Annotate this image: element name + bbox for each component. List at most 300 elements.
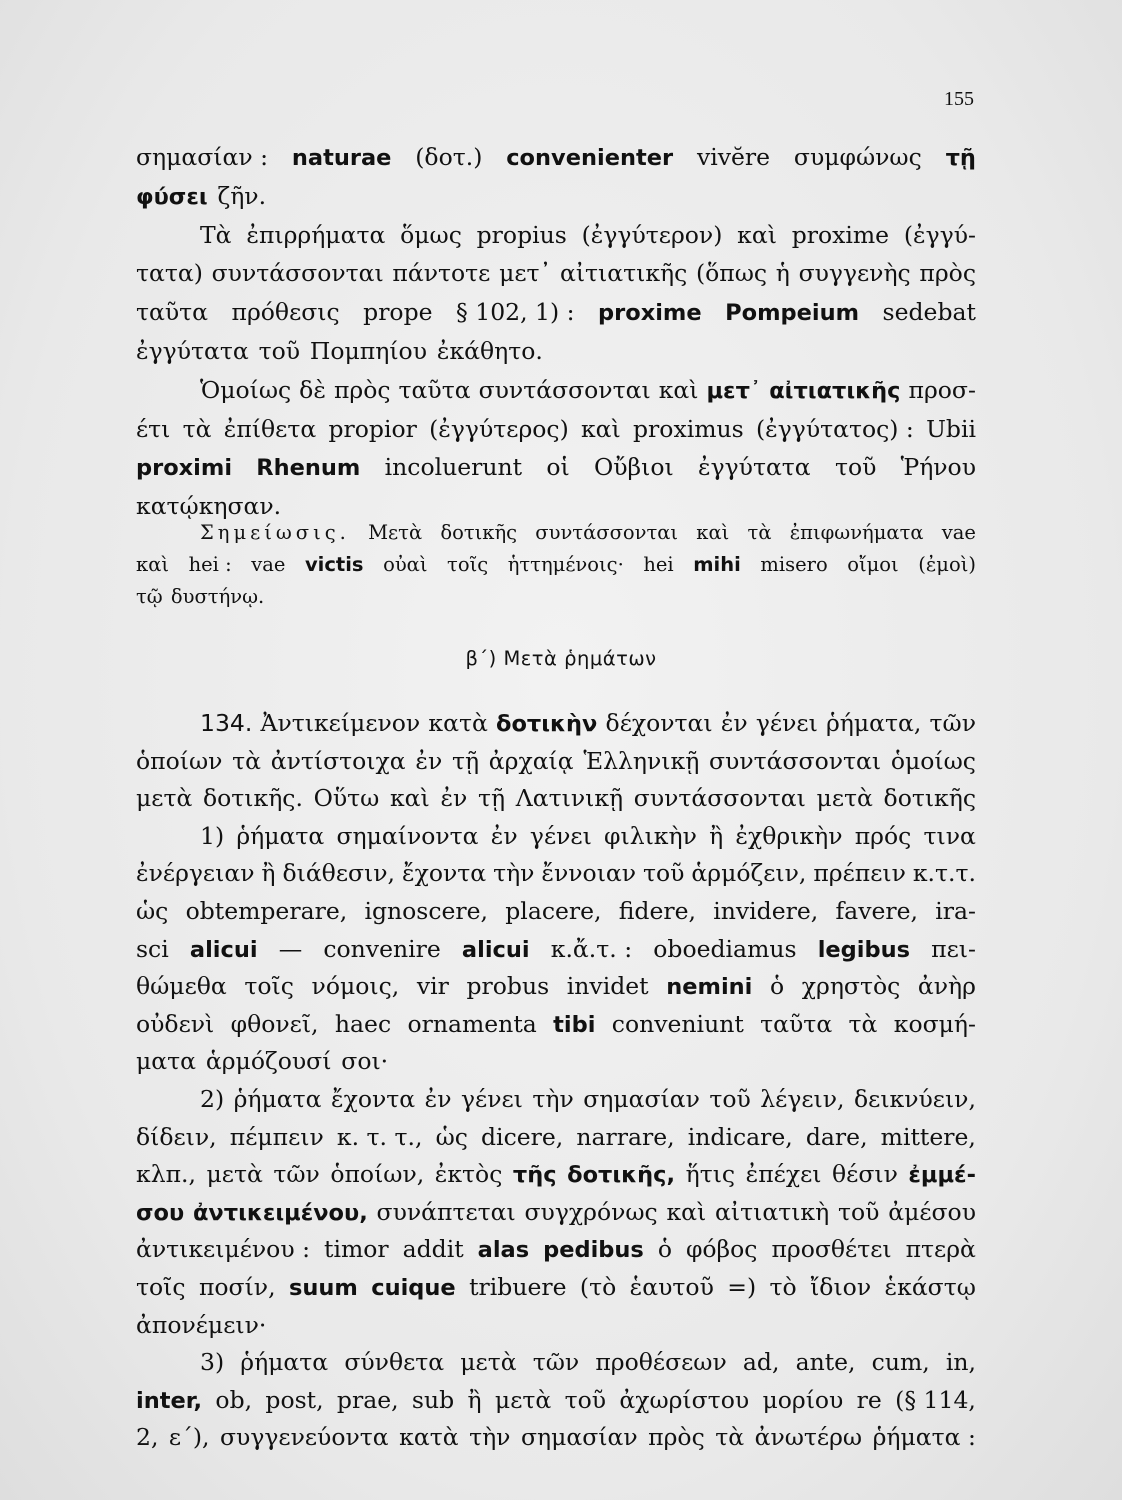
word: πρὸς (333, 375, 391, 404)
word: σημασίαν (520, 1423, 638, 1452)
word: indicare, (687, 1122, 793, 1151)
bold-word: alicui (461, 936, 530, 963)
word: θέσιν (832, 1160, 898, 1189)
word: ἐπέχει (745, 1160, 822, 1189)
word: proxime (791, 220, 890, 249)
bold-word: naturae (291, 145, 392, 171)
word: προσθέτει (771, 1235, 892, 1264)
word: ἐχθρικὴν (735, 821, 843, 850)
word: 2, (136, 1423, 159, 1452)
main-line (136, 968, 976, 1006)
word: οὐδενὶ (136, 1009, 215, 1038)
word: οἴμοι (847, 553, 899, 576)
word: ἔννοιαν (541, 859, 637, 888)
word: sub (411, 1385, 455, 1414)
word: καὶ (658, 375, 699, 404)
word: cum, (871, 1348, 930, 1377)
word: Μετὰ (368, 521, 423, 544)
word: invidet (566, 972, 649, 1001)
word: ἐνέργειαν (136, 859, 255, 888)
bold-word: proxime (598, 300, 702, 327)
word: ὁμοίως (890, 746, 976, 775)
word: sci (136, 934, 169, 963)
word: συμφώνως (793, 143, 922, 171)
bold-word: mihi (693, 553, 741, 576)
word: (ἐμοὶ) (918, 553, 976, 576)
word: ὁ (770, 972, 785, 1001)
word: ἐπιφωνήματα (789, 521, 924, 544)
word: πρός (854, 821, 912, 850)
word: συντάσσονται (535, 521, 679, 544)
word: prae, (336, 1385, 399, 1414)
word: τῷ (136, 585, 163, 608)
word: ἁρμόζουσί (205, 1047, 332, 1076)
word: γένει (755, 709, 818, 737)
bold-word: victis (304, 553, 364, 576)
word: narrare, (576, 1122, 675, 1151)
word: ἡττημένοις· (507, 553, 624, 576)
word: ἔχοντα (330, 1084, 416, 1113)
word: τοῖς (136, 1272, 186, 1301)
word: ζῆν. (217, 181, 267, 210)
word: ante, (795, 1348, 856, 1377)
word: πτερὰ (905, 1235, 976, 1264)
bold-word: δοτικῆς, (567, 1162, 676, 1189)
word: καὶ (696, 521, 730, 544)
word: fidere, (618, 896, 696, 925)
main-line (136, 1043, 976, 1081)
word: ἢ (467, 1385, 482, 1414)
block1-line (136, 293, 976, 332)
block1-line (136, 410, 976, 449)
word: μετ᾽ (499, 259, 552, 288)
word: δοτικῆς (440, 521, 518, 544)
main-line (136, 1156, 976, 1194)
word: Ἑλληνικῇ (583, 746, 700, 775)
word: convenire (323, 934, 441, 963)
word: προσ- (908, 375, 976, 404)
page-number: 155 (944, 88, 974, 110)
word: δίδειν, (136, 1122, 217, 1151)
word: ῥήματα, (825, 709, 922, 737)
bold-word: αἰτιατικῆς (769, 377, 901, 404)
bold-word: Rhenum (256, 455, 361, 482)
word: σημαίνοντα (336, 821, 479, 850)
word: καὶ (389, 784, 430, 813)
word: obtemperare, (185, 896, 348, 925)
word: ματα (136, 1047, 197, 1076)
bold-word: tibi (553, 1011, 596, 1038)
word: τὰ (848, 1009, 878, 1038)
word: πρὸς (648, 1423, 705, 1452)
word: ῥήματα (233, 1084, 322, 1113)
word: 134. (200, 709, 253, 737)
word: (ὅπως (695, 259, 768, 288)
word: propior (328, 414, 417, 443)
word: τοῖς (447, 553, 489, 576)
word: δέχονται (605, 709, 713, 737)
word: 3) (200, 1348, 225, 1377)
block1-line (136, 177, 976, 216)
word: 1) (200, 821, 225, 850)
word: ἐν (415, 746, 443, 775)
word: vae (941, 521, 976, 544)
word: Ὁμοίως (200, 375, 292, 404)
word: λέγειν, (760, 1084, 845, 1113)
word: Ubii (926, 414, 976, 443)
word: συγχρόνως (524, 1197, 658, 1226)
word: hei : (188, 553, 232, 576)
word: ἁρμόζειν, (691, 859, 807, 888)
paragraph-adverbs (136, 138, 976, 526)
word: τὴν (469, 1423, 511, 1452)
word: proximus (633, 414, 744, 443)
word: ornamenta (407, 1009, 537, 1038)
word: τατα) (136, 259, 203, 288)
block1-line (136, 448, 976, 487)
main-line (136, 931, 976, 969)
word: αἰτιατικὴ (715, 1197, 830, 1226)
word: κατῴκησαν. (136, 492, 282, 521)
note-line (136, 549, 976, 581)
word: σύνθετα (344, 1348, 445, 1377)
main-line (136, 1307, 976, 1345)
word: misero (760, 553, 828, 576)
word: ἀνὴρ (917, 972, 976, 1001)
word: conveniunt (611, 1009, 744, 1038)
word: tribuere (469, 1272, 567, 1301)
word: συντάσσονται (709, 746, 882, 775)
word: συντάσσονται (633, 784, 806, 813)
section-heading: β΄) Μετὰ ῥημάτων (465, 647, 657, 670)
word: τῇ (451, 746, 480, 775)
word: (ἐγγύτερον) (581, 220, 723, 249)
block1-line (136, 138, 976, 177)
bold-word: legibus (817, 936, 910, 963)
word: πέμπειν (229, 1122, 324, 1151)
word: τινα (923, 821, 976, 850)
word: τὰ (715, 1423, 745, 1452)
word: Ἀντικείμενον (260, 709, 421, 737)
word: αἰτιατικῆς (559, 259, 688, 288)
block1-line (136, 216, 976, 255)
block1-line (136, 371, 976, 410)
word: δὲ (299, 375, 326, 404)
word: Οὔβιοι (593, 453, 674, 482)
word: ἀχωρίστου (619, 1385, 750, 1414)
word: ταῦτα (760, 1009, 833, 1038)
word: κ. τ. τ., (336, 1122, 423, 1151)
bold-word: proximi (136, 455, 233, 482)
bold-word: suum (288, 1274, 358, 1301)
word: Οὕτω (313, 784, 380, 813)
word: ἀμέσου (888, 1197, 976, 1226)
word: dicere, (481, 1122, 564, 1151)
bold-word: δοτικὴν (496, 711, 598, 737)
word: vae (251, 553, 286, 576)
word: πάντοτε (392, 259, 491, 288)
bold-word: ἐμμέ- (908, 1162, 976, 1189)
word: πρόθεσις (231, 298, 340, 327)
word: ἀντικειμένου : (136, 1235, 311, 1264)
bold-word: μετ᾽ (706, 377, 762, 404)
word: (§ 114, (895, 1385, 976, 1414)
block1-line (136, 254, 976, 293)
word: ταῦτα (398, 375, 471, 404)
word: νόμοις, (311, 972, 400, 1001)
word: τοῦ (837, 1197, 880, 1226)
bold-word: ἀντικειμένου, (192, 1199, 368, 1226)
word: σημασίαν (583, 1084, 700, 1113)
word: ἢ (709, 821, 724, 850)
block1-line (136, 332, 976, 371)
main-line (136, 893, 976, 931)
word: γένει (529, 821, 592, 850)
word: ἢ (261, 859, 276, 888)
word: μετὰ (206, 1160, 263, 1189)
word: μετὰ (816, 784, 873, 813)
word: incoluerunt (384, 453, 523, 482)
word: placere, (505, 896, 602, 925)
word: =) (727, 1272, 757, 1301)
word: ἐν (720, 709, 748, 737)
word: μετὰ (136, 784, 193, 813)
word: vivĕre (696, 143, 771, 171)
word: τὰ (232, 746, 261, 775)
main-line (136, 818, 976, 856)
word: ε΄), (168, 1423, 210, 1452)
word: ὁποίων (136, 746, 223, 775)
word: (τὸ (579, 1272, 617, 1301)
word: ῥήματα (240, 1348, 329, 1377)
word: κ.ἄ.τ. : (550, 934, 633, 963)
word: πρέπειν (813, 859, 906, 888)
bold-word: cuique (371, 1274, 456, 1301)
word: ποσίν, (198, 1272, 276, 1301)
main-line (136, 705, 976, 743)
bold-word: Pompeium (725, 300, 860, 327)
word: τοῦ (709, 1084, 751, 1113)
word: τὸ (769, 1272, 797, 1301)
word: Ῥήνου (900, 453, 976, 482)
word: συγγενὴς (798, 259, 911, 288)
word: κ.τ.τ. (912, 859, 976, 888)
word: πρὸς (919, 259, 976, 288)
word: probus (466, 972, 550, 1001)
word: τὴν (493, 859, 535, 888)
main-line (136, 1081, 976, 1119)
word: § 102, 1) : (456, 298, 575, 327)
word: ἐν (440, 784, 468, 813)
word: σοι· (341, 1047, 389, 1076)
word: πει- (931, 934, 976, 963)
word: ταῦτα (136, 298, 209, 327)
bold-word: inter, (136, 1387, 203, 1414)
word: μετὰ (494, 1385, 552, 1414)
word: ὡς (136, 896, 169, 925)
word: τὴν (532, 1084, 574, 1113)
main-line (136, 743, 976, 781)
word: τῶν (929, 709, 976, 737)
word: γένει (460, 1084, 523, 1113)
word: prope (363, 298, 433, 327)
word: ὅμως (400, 220, 462, 249)
word: καὶ (136, 553, 170, 576)
note-interjections (136, 517, 976, 613)
word: διάθεσιν, (282, 859, 396, 888)
word: οἱ (546, 453, 570, 482)
word: ἐν (424, 1084, 452, 1113)
word: ἀντίστοιχα (270, 746, 406, 775)
word: (ἐγγύτατος) : (755, 414, 914, 443)
word: ἀρχαίᾳ (488, 746, 574, 775)
word: καὶ (580, 414, 621, 443)
word: δοτικῆς. (203, 784, 303, 813)
bold-word: τῆς (512, 1162, 557, 1189)
word: sedebat (882, 298, 976, 327)
word: δοτικῆς (883, 784, 976, 813)
word: ἐγγύτατα (136, 336, 249, 365)
section-134 (136, 705, 976, 1457)
word: τοῦ (834, 453, 877, 482)
word: θώμεθα (136, 972, 227, 1001)
word: καὶ (666, 1197, 707, 1226)
word: καὶ (737, 220, 777, 249)
word: προθέσεων (595, 1348, 727, 1377)
word: ῥήματα (236, 821, 325, 850)
word: Πομπηίου (309, 336, 427, 365)
word: τοῦ (564, 1385, 607, 1414)
word: invidere, (713, 896, 819, 925)
main-line (136, 1382, 976, 1420)
word: Λατινικῇ (515, 784, 624, 813)
main-line (136, 1194, 976, 1232)
word: dare, (805, 1122, 868, 1151)
bold-word: alicui (189, 936, 258, 963)
word: ἐκάθητο. (436, 336, 543, 365)
main-line (136, 1344, 976, 1382)
word: ἐγγύτατα (697, 453, 811, 482)
word: συνάπτεται (376, 1197, 516, 1226)
word: ὡς (435, 1122, 468, 1151)
main-line (136, 855, 976, 893)
word: post, (265, 1385, 324, 1414)
word: re (856, 1385, 882, 1414)
word: Τὰ (200, 220, 232, 249)
word: — (278, 934, 303, 963)
word: 2) (200, 1084, 225, 1113)
word: mittere, (880, 1122, 976, 1151)
word: (δοτ.) (415, 143, 483, 171)
bold-word: nemini (666, 974, 753, 1001)
main-line (136, 1119, 976, 1157)
word: συντάσσονται (211, 259, 384, 288)
word: ἑαυτοῦ (629, 1272, 714, 1301)
word: τῶν (532, 1348, 580, 1377)
main-line (136, 1269, 976, 1307)
word: ἀπονέμειν· (136, 1310, 267, 1339)
word: ἴδιον (810, 1272, 872, 1301)
word: τοῖς (244, 972, 294, 1001)
main-line (136, 1006, 976, 1044)
note-line (136, 581, 976, 613)
word: τὰ (747, 521, 772, 544)
word: addit (402, 1235, 464, 1264)
word: φιλικὴν (604, 821, 697, 850)
word: ἑκάστῳ (884, 1272, 976, 1301)
word: oboediamus (653, 934, 797, 963)
word: τοῦ (643, 859, 685, 888)
word: hei (643, 553, 674, 576)
note-line (136, 517, 976, 549)
word: ἥτις (685, 1160, 736, 1189)
word: οὐαὶ (383, 553, 428, 576)
word: μετὰ (460, 1348, 517, 1377)
word: τῇ (478, 784, 506, 813)
word: ἡ (775, 259, 790, 288)
word: timor (324, 1235, 389, 1264)
word: ῥήματα : (872, 1423, 976, 1452)
word: favere, (835, 896, 918, 925)
word: ἔχοντα (401, 859, 487, 888)
word: κλπ., (136, 1160, 196, 1189)
word: ἐπίθετα (223, 414, 317, 443)
word: Σημείωσις. (200, 521, 350, 544)
word: κατὰ (399, 1423, 459, 1452)
word: τῶν (273, 1160, 320, 1189)
bold-word: τῇ (945, 145, 976, 171)
word: ad, (742, 1348, 780, 1377)
main-line (136, 780, 976, 818)
word: συγγενεύοντα (220, 1423, 389, 1452)
word: κατὰ (428, 709, 488, 737)
word: τοῦ (258, 336, 301, 365)
word: in, (945, 1348, 976, 1377)
word: έτι (136, 414, 171, 443)
main-line (136, 1231, 976, 1269)
word: ἐπιρρήματα (246, 220, 386, 249)
word: ignoscere, (364, 896, 489, 925)
word: ἀνωτέρω (754, 1423, 863, 1452)
word: haec (334, 1009, 392, 1038)
bold-word: σου (136, 1199, 185, 1226)
word: propius (476, 220, 567, 249)
word: (ἐγγύ- (903, 220, 976, 249)
bold-word: alas (477, 1237, 530, 1264)
word: σημασίαν : (136, 143, 269, 171)
main-line (136, 1419, 976, 1457)
bold-word: convenienter (506, 145, 674, 171)
bold-word: φύσει (136, 183, 208, 210)
word: ira- (935, 896, 976, 925)
word: μορίου (762, 1385, 844, 1414)
word: τὰ (182, 414, 212, 443)
word: συντάσσονται (478, 375, 651, 404)
word: κοσμή- (893, 1009, 976, 1038)
word: ἐκτὸς (434, 1160, 503, 1189)
word: ὁποίων, (330, 1160, 425, 1189)
word: δυστήνῳ. (170, 585, 265, 608)
word: χρηστὸς (801, 972, 901, 1001)
word: (ἐγγύτερος) (429, 414, 569, 443)
bold-word: pedibus (543, 1237, 644, 1264)
word: δεικνύειν, (854, 1084, 976, 1113)
word: vir (416, 972, 449, 1001)
word: φόβος (685, 1235, 758, 1264)
word: φθονεῖ, (230, 1009, 319, 1038)
word: ob, (215, 1385, 253, 1414)
word: ὁ (657, 1235, 672, 1264)
